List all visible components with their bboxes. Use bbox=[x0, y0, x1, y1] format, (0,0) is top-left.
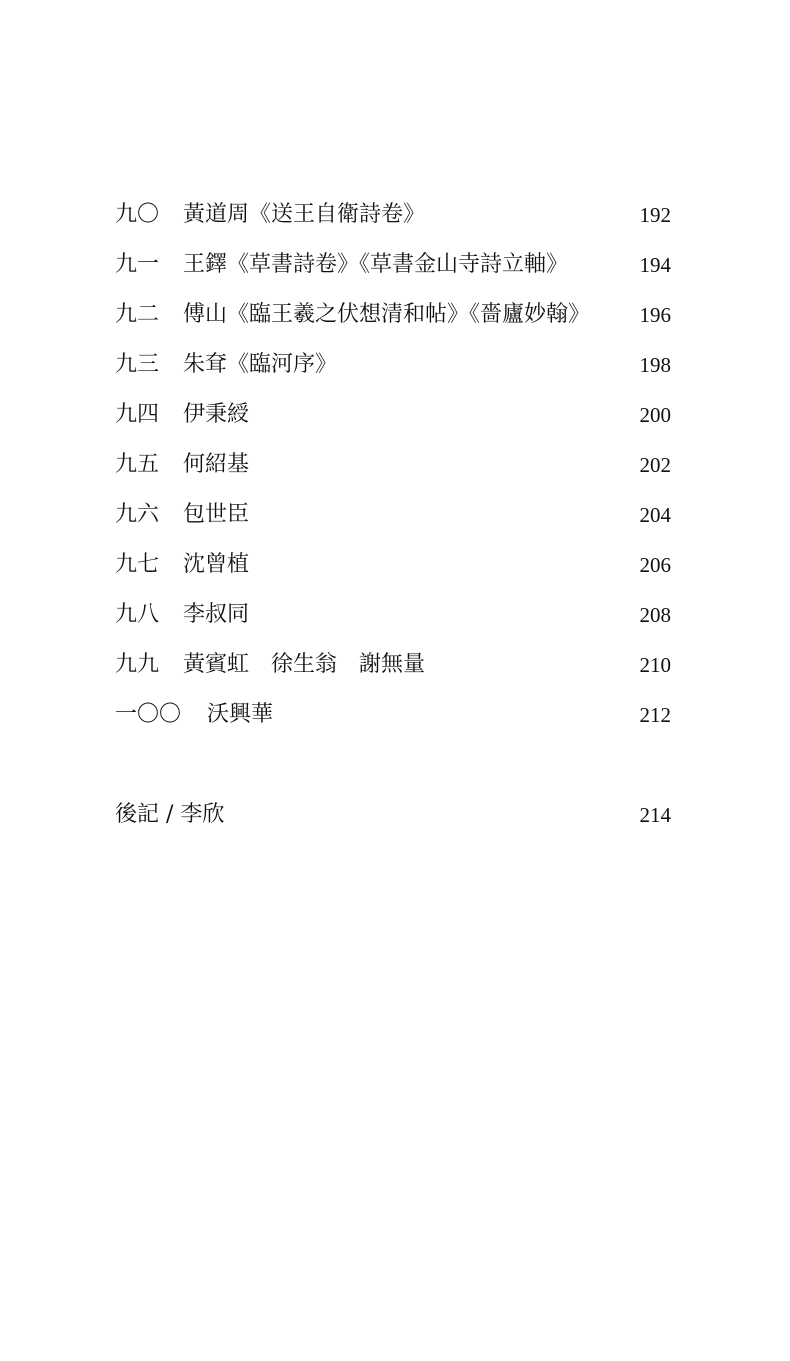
toc-entry-page: 210 bbox=[639, 653, 671, 677]
toc-entry-number: 九三 bbox=[115, 352, 160, 377]
toc-entry-page: 202 bbox=[639, 453, 671, 477]
toc-entry-page: 204 bbox=[639, 503, 671, 527]
toc-entry-page: 208 bbox=[639, 603, 671, 627]
toc-entry-number: 九六 bbox=[115, 502, 160, 527]
toc-entry-page: 194 bbox=[639, 253, 671, 277]
toc-entry-90[interactable] bbox=[115, 190, 671, 240]
toc-entry-number: 一〇〇 bbox=[115, 702, 182, 727]
toc-entry-96[interactable] bbox=[115, 490, 671, 540]
toc-entry-page: 206 bbox=[639, 553, 671, 577]
toc-entry-title: 黃賓虹 徐生翁 謝無量 bbox=[183, 652, 426, 677]
toc-entry-number: 九五 bbox=[115, 452, 160, 477]
section-spacer bbox=[115, 740, 671, 790]
toc-entry-page: 200 bbox=[639, 403, 671, 427]
toc-entry-number: 九二 bbox=[115, 302, 160, 327]
toc-entry-title: 傅山《臨王羲之伏想清和帖》《嗇廬妙翰》 bbox=[183, 302, 591, 327]
toc-entry-91[interactable] bbox=[115, 240, 671, 290]
toc-entry-title: 黃道周《送王自衛詩卷》 bbox=[183, 202, 426, 227]
toc-entry-97[interactable] bbox=[115, 540, 671, 590]
toc-entry-93[interactable] bbox=[115, 340, 671, 390]
afterword-page: 214 bbox=[639, 803, 671, 827]
toc-entry-title: 李叔同 bbox=[183, 602, 250, 627]
toc-entry-94[interactable] bbox=[115, 390, 671, 440]
toc-entry-title: 沃興華 bbox=[207, 702, 274, 727]
toc-entry-number: 九七 bbox=[115, 552, 160, 577]
toc-entry-page: 212 bbox=[639, 703, 671, 727]
toc-entry-number: 九〇 bbox=[115, 202, 160, 227]
toc-entry-title: 朱耷《臨河序》 bbox=[183, 352, 338, 377]
toc-entry-page: 196 bbox=[639, 303, 671, 327]
toc-entry-number: 九九 bbox=[115, 652, 160, 677]
toc-entry-page: 192 bbox=[639, 203, 671, 227]
table-of-contents bbox=[115, 190, 671, 840]
toc-entry-92[interactable] bbox=[115, 290, 671, 340]
toc-entry-number: 九四 bbox=[115, 402, 160, 427]
toc-entry-title: 伊秉綬 bbox=[183, 402, 250, 427]
toc-entry-title: 包世臣 bbox=[183, 502, 250, 527]
toc-entry-100[interactable] bbox=[115, 690, 671, 740]
toc-entry-99[interactable] bbox=[115, 640, 671, 690]
toc-entry-title: 王鐸《草書詩卷》《草書金山寺詩立軸》 bbox=[183, 252, 569, 277]
toc-entry-title: 沈曾植 bbox=[183, 552, 250, 577]
toc-entry-afterword[interactable] bbox=[115, 790, 671, 840]
afterword-title: 後記 / 李欣 bbox=[115, 802, 225, 827]
toc-entry-98[interactable] bbox=[115, 590, 671, 640]
toc-entry-page: 198 bbox=[639, 353, 671, 377]
toc-entry-number: 九八 bbox=[115, 602, 160, 627]
toc-entry-95[interactable] bbox=[115, 440, 671, 490]
toc-entry-title: 何紹基 bbox=[183, 452, 250, 477]
toc-entry-number: 九一 bbox=[115, 252, 160, 277]
